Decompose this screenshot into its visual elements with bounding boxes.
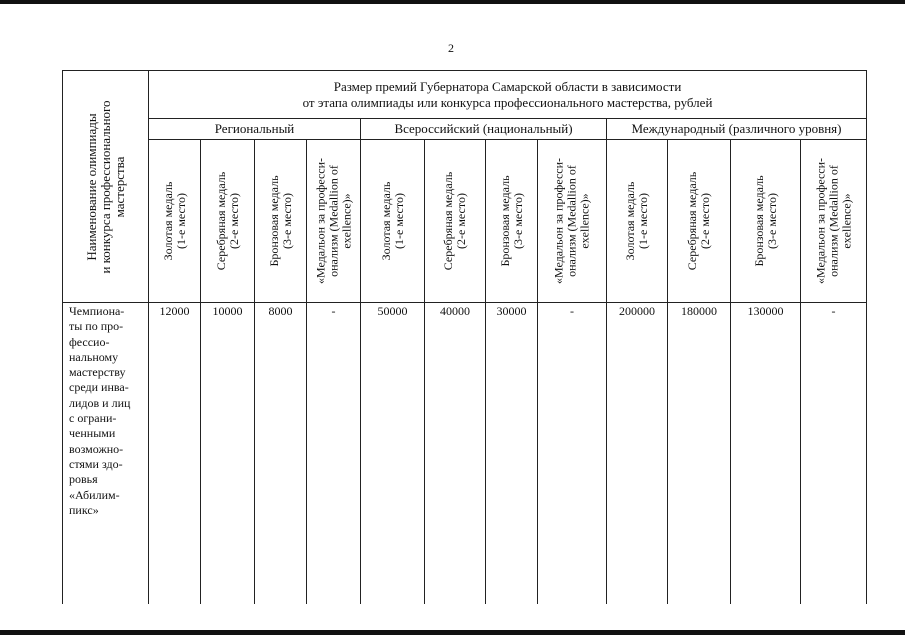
page-number: 2 <box>448 41 454 55</box>
award-header: «Медальон за професси- онализм (Medallion of exellence)» <box>307 140 361 303</box>
prize-value: 12000 <box>149 303 201 605</box>
prize-value: 10000 <box>201 303 255 605</box>
prize-value: 50000 <box>361 303 425 605</box>
award-header: Бронзовая медаль (3-е место) <box>486 140 538 303</box>
award-header: Серебряная медаль (2-е место) <box>668 140 731 303</box>
stage-national: Всероссийский (национальный) <box>361 119 607 140</box>
stage-regional: Региональный <box>149 119 361 140</box>
prize-value: 200000 <box>607 303 668 605</box>
prize-value: - <box>307 303 361 605</box>
top-border-line <box>0 0 905 4</box>
prize-value: - <box>538 303 607 605</box>
prize-value: 180000 <box>668 303 731 605</box>
prize-value: 30000 <box>486 303 538 605</box>
prize-value: 8000 <box>255 303 307 605</box>
award-header: Золотая медаль (1-е место) <box>361 140 425 303</box>
table-row <box>63 303 867 605</box>
prize-value: 130000 <box>731 303 801 605</box>
award-header: Серебряная медаль (2-е место) <box>201 140 255 303</box>
award-header: Золотая медаль (1-е место) <box>149 140 201 303</box>
prize-size-header: Размер премий Губернатора Самарской области в зависимости от этапа олимпиады или конкурса профессионального мастерства, рублей <box>149 71 867 119</box>
award-header: Серебряная медаль (2-е место) <box>425 140 486 303</box>
award-table <box>62 70 867 604</box>
award-header: Золотая медаль (1-е место) <box>607 140 668 303</box>
olympiad-name: Чемпиона- ты по про- фессио- нальному мастерству среди инва- лидов и лиц с ограни- ченными возможно- стями здо- ровья «Абилим- пикс» <box>63 303 149 605</box>
olympiad-name-header-text: Наименование олимпиады и конкурса профессионального мастерства <box>83 99 127 274</box>
award-header: Бронзовая медаль (3-е место) <box>255 140 307 303</box>
award-header: Бронзовая медаль (3-е место) <box>731 140 801 303</box>
olympiad-name-header <box>63 71 149 303</box>
award-header: «Медальон за професси- онализм (Medallion of exellence)» <box>538 140 607 303</box>
stage-international: Международный (различного уровня) <box>607 119 867 140</box>
bottom-border-line <box>0 630 905 635</box>
prize-value: - <box>801 303 867 605</box>
prize-value: 40000 <box>425 303 486 605</box>
award-header: «Медальон за професси- онализм (Medallion of exellence)» <box>801 140 867 303</box>
